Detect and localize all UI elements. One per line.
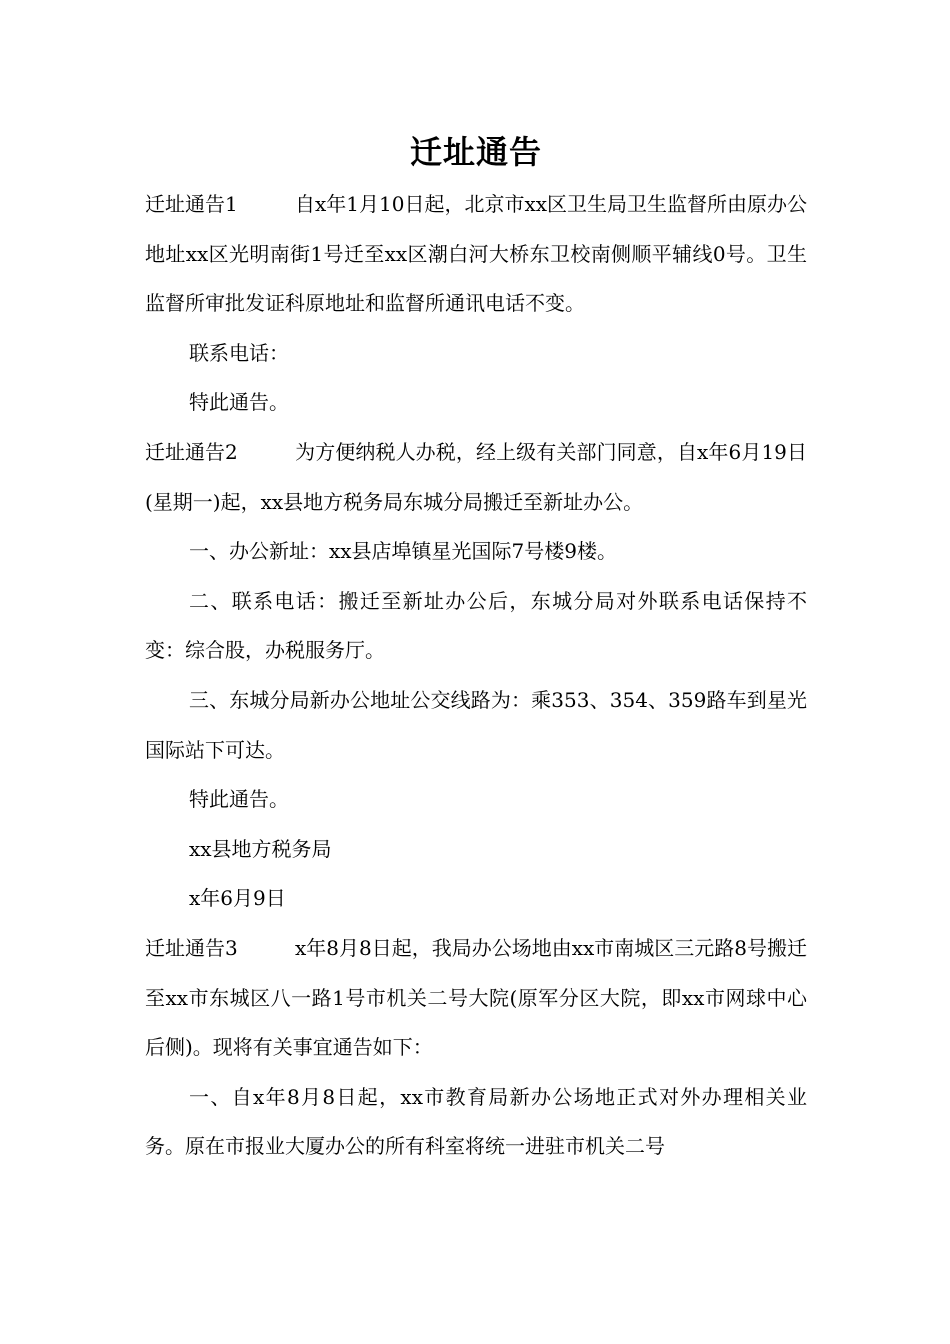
notice2-body: 为方便纳税人办税，经上级有关部门同意，自x年6月19日(星期一)起，xx县地方税务局东城分局搬迁至新址办公。 [145, 439, 807, 514]
notice3-paragraph [145, 924, 807, 1073]
notice1-closing: 特此通告。 [189, 390, 289, 415]
notice1-body: 自x年1月10日起，北京市xx区卫生局卫生监督所由原办公地址xx区光明南街1号迁至xx区潮白河大桥东卫校南侧顺平辅线0号。卫生监督所审批发证科原地址和监督所通讯电话不变。 [145, 192, 808, 316]
notice1-label: 迁址通告1 [145, 192, 238, 216]
notice3-label: 迁址通告3 [145, 935, 238, 960]
notice3-body: x年8月8日起，我局办公场地由xx市南城区三元路8号搬迁至xx市东城区八一路1号市机关二号大院(原军分区大院，即xx市网球中心后侧)。现将有关事宜通告如下： [145, 935, 808, 1060]
notice2-closing: 特此通告。 [189, 787, 289, 812]
document-title: 迁址通告 [409, 133, 542, 171]
notice2-label: 迁址通告2 [145, 439, 238, 464]
notice3-item1: 一、自x年8月8日起，xx市教育局新办公场地正式对外办理相关业务。原在市报业大厦办公的所有科室将统一进驻市机关二号 [145, 1084, 807, 1159]
notice1-paragraph [145, 180, 807, 329]
notice2-item2: 二、联系电话：搬迁至新址办公后，东城分局对外联系电话保持不变：综合股，办税服务厅。 [145, 588, 807, 663]
notice1-contact: 联系电话： [189, 340, 289, 365]
notice2-paragraph [145, 428, 807, 527]
notice2-signature: xx县地方税务局 [189, 836, 332, 861]
notice2-date: x年6月9日 [189, 886, 286, 911]
notice2-item3: 三、东城分局新办公地址公交线路为：乘353、354、359路车到星光国际站下可达。 [145, 687, 807, 762]
notice2-item1: 一、办公新址：xx县店埠镇星光国际7号楼9楼。 [189, 539, 618, 564]
document-page [145, 128, 807, 1172]
